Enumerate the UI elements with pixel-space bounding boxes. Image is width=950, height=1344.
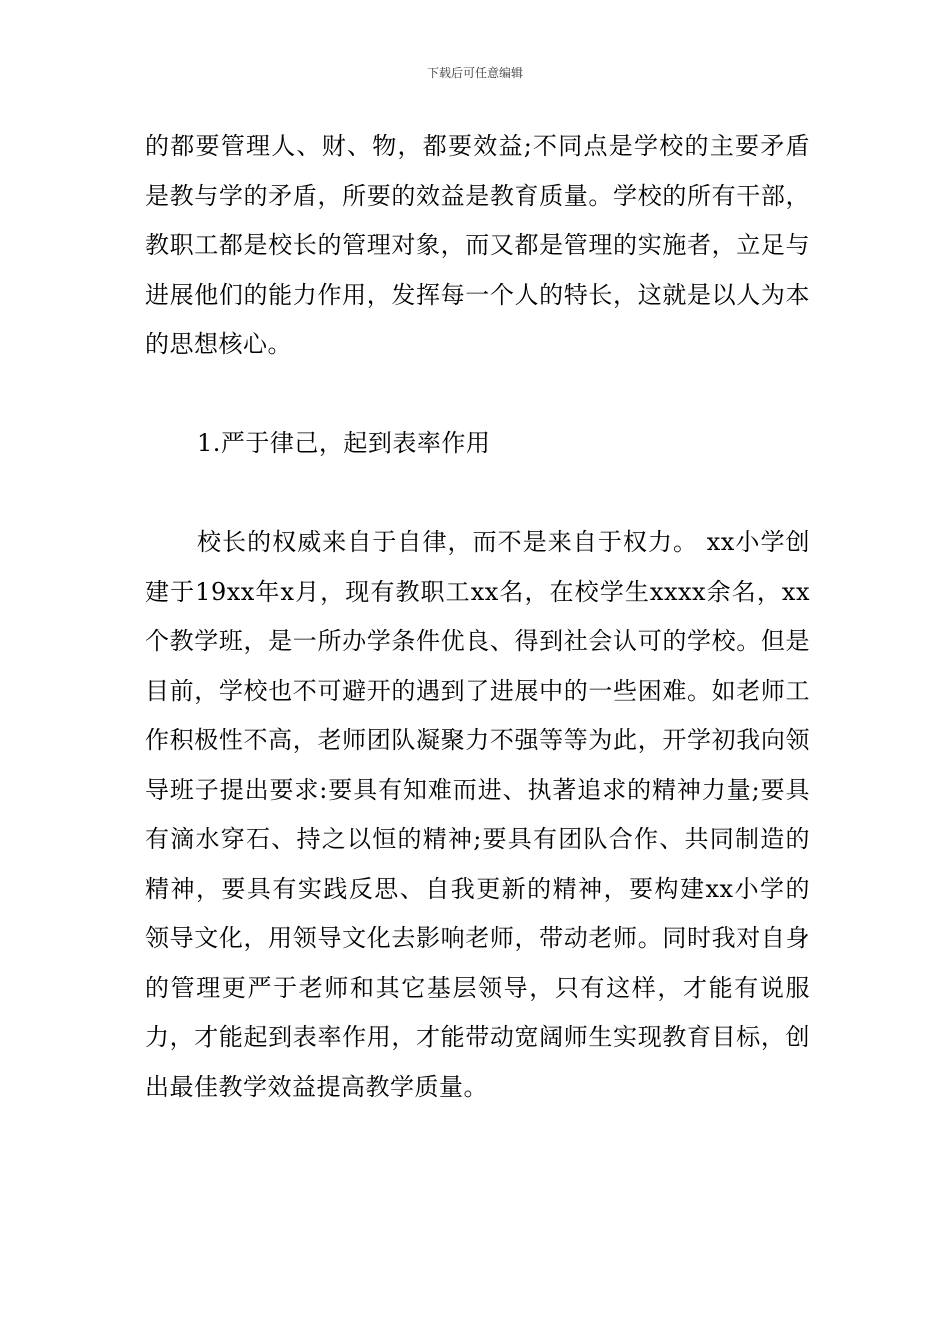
section-heading: 1.严于律己，起到表率作用	[197, 429, 491, 457]
document-body	[145, 122, 810, 1112]
spacer	[145, 370, 810, 420]
page-header: 下载后可任意编辑	[426, 66, 523, 80]
spacer	[145, 469, 810, 519]
paragraph-body: 校长的权威来自于自律，而不是来自于权力。 xx小学创建于19xx年x月，现有教职工xx名，在校学生xxxx余名，xx个教学班，是一所办学条件优良、得到社会认可的学校。但是目前，学校也不可避开的遇到了进展中的一些困难。如老师工作积极性不高，老师团队凝聚力不强等等为此，开学初我向领导班子提出要求:要具有知难而进、执著追求的精神力量;要具有滴水穿石、持之以恒的精神;要具有团队合作、共同制造的精神，要具有实践反思、自我更新的精神，要构建xx小学的领导文化，用领导文化去影响老师，带动老师。同时我对自身的管理更严于老师和其它基层领导，只有这样，才能有说服力，才能起到表率作用，才能带动宽阔师生实现教育目标，创出最佳教学效益提高教学质量。	[145, 528, 810, 1101]
paragraph-intro: 的都要管理人、财、物，都要效益;不同点是学校的主要矛盾是教与学的矛盾，所要的效益是教育质量。学校的所有干部，教职工都是校长的管理对象，而又都是管理的实施者，立足与进展他们的能力作用，发挥每一个人的特长，这就是以人为本的思想核心。	[145, 132, 810, 358]
